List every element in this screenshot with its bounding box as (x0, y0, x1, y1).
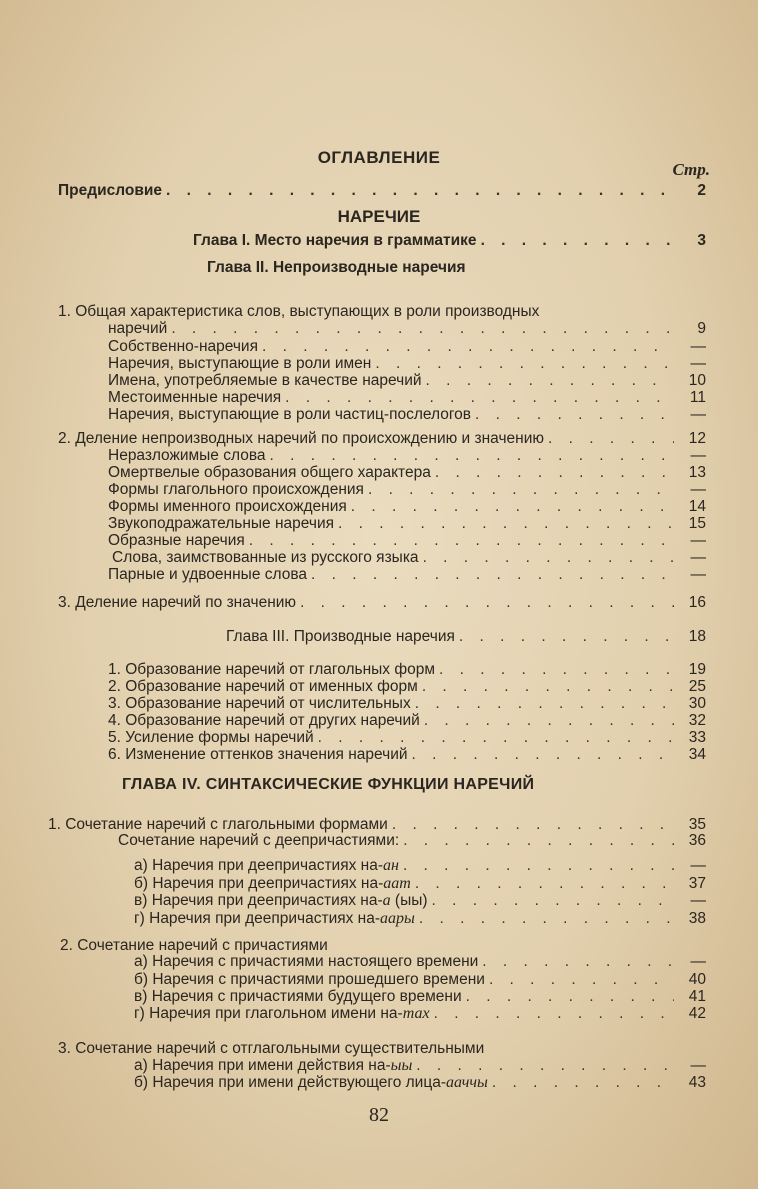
dot-leader (439, 661, 674, 678)
toc-entry-title (108, 464, 431, 481)
toc-entry-title (134, 971, 485, 988)
dot-leader (419, 910, 674, 927)
entry-text: Предисловие (58, 182, 163, 199)
toc-entry-title (60, 937, 328, 954)
entry-text: в) Наречия при деепричастиях на- (134, 892, 383, 909)
toc-entry-page: 43 (688, 1074, 706, 1091)
entry-text: а) Наречия при имени действия на- (134, 1057, 391, 1074)
toc-entry-page: — (690, 447, 706, 464)
toc-entry (112, 549, 706, 566)
chapter-4-heading: ГЛАВА IV. СИНТАКСИЧЕСКИЕ ФУНКЦИИ НАРЕЧИЙ (122, 776, 535, 793)
entry-text: б) Наречия с причастиями прошедшего времени (134, 971, 485, 988)
toc-entry-page: 14 (688, 498, 706, 515)
toc-entry-page: — (690, 532, 706, 549)
toc-entry-page: 10 (688, 372, 706, 389)
toc-entry (134, 971, 706, 988)
toc-entry (134, 1005, 706, 1022)
toc-entry (108, 498, 706, 515)
dot-leader (415, 695, 674, 712)
toc-entry-title (108, 515, 334, 532)
entry-text: Глава III. Производные наречия (226, 628, 455, 645)
toc-entry (108, 515, 706, 532)
entry-suffix: тах (402, 1005, 430, 1022)
toc-entry-title (48, 816, 388, 833)
dot-leader (262, 338, 674, 355)
toc-entry-title (134, 910, 415, 927)
toc-entry-page: 30 (688, 695, 706, 712)
entry-text: б) Наречия при деепричастиях на- (134, 875, 384, 892)
toc-entry (108, 464, 706, 481)
toc-entry-title (108, 481, 364, 498)
entry-text: Образные наречия (108, 532, 245, 549)
toc-entry-page: 33 (688, 729, 706, 746)
toc-entry (48, 816, 706, 833)
toc-entry (108, 481, 706, 498)
dot-leader (422, 678, 674, 695)
entry-text: Формы именного происхождения (108, 498, 347, 515)
toc-entry-page: 11 (689, 389, 706, 406)
toc-entry-page: — (690, 355, 706, 372)
toc-entry (108, 320, 706, 337)
entry-text: г) Наречия при глагольном имени на- (134, 1005, 403, 1022)
toc-entry-title (112, 549, 419, 566)
entry-text: Наречия, выступающие в роли имен (108, 355, 372, 372)
toc-entry-title (58, 594, 296, 611)
page-number: 82 (369, 1104, 389, 1126)
toc-entry-title (58, 430, 544, 447)
toc-entry (226, 628, 706, 645)
dot-leader (300, 594, 674, 611)
toc-entry (58, 430, 706, 447)
toc-entry (58, 594, 706, 611)
toc-entry (134, 892, 706, 909)
dot-leader (338, 515, 674, 532)
entry-text: наречий (108, 320, 168, 337)
dot-leader (466, 988, 674, 1005)
dot-leader (481, 232, 674, 249)
toc-entry-page: 36 (688, 832, 706, 849)
toc-entry-page: 16 (688, 594, 706, 611)
dot-leader (489, 971, 674, 988)
toc-entry-title (108, 406, 471, 423)
dot-leader (318, 729, 674, 746)
dot-leader (548, 430, 674, 447)
entry-text: 2. Образование наречий от именных форм (108, 678, 418, 695)
entry-text: 3. Деление наречий по значению (58, 594, 297, 611)
toc-entry-page: 25 (688, 678, 706, 695)
entry-suffix: ааччы (446, 1074, 488, 1091)
entry-text: Наречия, выступающие в роли частиц-послелогов (108, 406, 472, 423)
dot-leader (351, 498, 674, 515)
dot-leader (435, 464, 674, 481)
entry-text: в) Наречия с причастиями будущего времени (134, 988, 462, 1005)
dot-leader (423, 549, 674, 566)
dot-leader (434, 1005, 674, 1022)
toc-entry-page: — (690, 953, 706, 970)
toc-entry (58, 182, 706, 199)
toc-entry (108, 729, 706, 746)
toc-entry-title (134, 988, 462, 1005)
toc-entry-title (134, 892, 428, 909)
dot-leader (426, 372, 674, 389)
toc-entry (108, 532, 706, 549)
entry-text: Глава II. Непроизводные наречия (207, 259, 466, 276)
toc-entry (108, 372, 706, 389)
entry-text: 2. Деление непроизводных наречий по происхождению и значению (58, 430, 544, 447)
entry-text: Слова, заимствованные из русского языка (112, 549, 419, 566)
toc-entry-page: 32 (688, 712, 706, 729)
toc-entry-page: — (690, 549, 706, 566)
toc-entry (134, 857, 706, 874)
dot-leader (166, 182, 674, 199)
toc-entry-title (108, 712, 420, 729)
entry-text: 1. Сочетание наречий с глагольными формами (48, 816, 388, 833)
toc-entry-page: 15 (688, 515, 706, 532)
entry-text: 1. Общая характеристика слов, выступающих в роли производных (58, 303, 540, 320)
toc-entry-title (108, 447, 266, 464)
entry-text: Парные и удвоенные слова (108, 566, 308, 583)
toc-entry (108, 338, 706, 355)
entry-text: 6. Изменение оттенков значения наречий (108, 746, 408, 763)
toc-entry-title (207, 259, 466, 276)
toc-entry (134, 910, 706, 927)
toc-entry-title (108, 355, 371, 372)
toc-entry (108, 695, 706, 712)
dot-leader (459, 628, 674, 645)
entry-text: Формы глагольного происхождения (108, 481, 364, 498)
dot-leader (475, 406, 674, 423)
toc-entry-title (134, 875, 411, 892)
dot-leader (492, 1074, 674, 1091)
dot-leader (482, 953, 674, 970)
toc-entry (134, 988, 706, 1005)
section-heading: НАРЕЧИЕ (337, 207, 421, 226)
dot-leader (412, 746, 674, 763)
dot-leader (416, 1057, 674, 1074)
toc-entry-title (193, 232, 477, 249)
entry-text: 3. Образование наречий от числительных (108, 695, 411, 712)
toc-entry (108, 355, 706, 372)
toc-entry-page: — (690, 857, 706, 874)
dot-leader (285, 389, 674, 406)
dot-leader (375, 355, 674, 372)
toc-entry-page: 40 (688, 971, 706, 988)
toc-entry (193, 232, 706, 249)
toc-entry (58, 303, 706, 320)
toc-entry (108, 678, 706, 695)
toc-entry-page: 34 (688, 746, 706, 763)
toc-entry (58, 1040, 706, 1057)
toc-entry (108, 661, 706, 678)
dot-leader (249, 532, 674, 549)
toc-entry (134, 1074, 706, 1091)
toc-entry (134, 953, 706, 970)
entry-suffix: аары (380, 910, 415, 927)
toc-title: ОГЛАВЛЕНИЕ (317, 148, 441, 167)
toc-entry-title (108, 389, 281, 406)
entry-tail: (ыы) (390, 892, 428, 909)
toc-entry-title (134, 857, 399, 874)
entry-text: Местоименные наречия (108, 389, 282, 406)
toc-entry-title (108, 678, 418, 695)
entry-suffix: ыы (390, 1057, 413, 1074)
dot-leader (403, 857, 674, 874)
toc-entry-title (134, 1074, 488, 1091)
toc-entry-title (108, 338, 258, 355)
toc-entry-title (58, 182, 162, 199)
toc-entry-page: 18 (688, 628, 706, 645)
entry-text: 1. Образование наречий от глагольных форм (108, 661, 435, 678)
toc-entry-title (58, 303, 539, 320)
entry-text: Сочетание наречий с деепричастиями: (118, 832, 400, 849)
toc-entry (207, 259, 706, 276)
toc-entry (60, 937, 706, 954)
entry-text: Неразложимые слова (108, 447, 266, 464)
toc-entry-page: — (690, 338, 706, 355)
dot-leader (415, 875, 674, 892)
toc-entry-title (108, 498, 347, 515)
dot-leader (432, 892, 674, 909)
entry-text: г) Наречия при деепричастиях на- (134, 910, 381, 927)
entry-text: Омертвелые образования общего характера (108, 464, 431, 481)
toc-entry-title (108, 746, 408, 763)
toc-entry-page: 2 (697, 182, 706, 199)
entry-text: 4. Образование наречий от других наречий (108, 712, 420, 729)
toc-entry-page: 9 (697, 320, 706, 337)
toc-entry (118, 832, 706, 849)
toc-entry-title (118, 832, 399, 849)
toc-entry (108, 712, 706, 729)
entry-text: б) Наречия при имени действующего лица- (134, 1074, 446, 1091)
toc-entry-page: 38 (688, 910, 706, 927)
dot-leader (270, 447, 675, 464)
entry-suffix: а (382, 892, 391, 909)
toc-entry-page: 42 (688, 1005, 706, 1022)
entry-text: Имена, употребляемые в качестве наречий (108, 372, 422, 389)
entry-text: 5. Усиление формы наречий (108, 729, 314, 746)
toc-entry (108, 746, 706, 763)
toc-entry-page: — (690, 481, 706, 498)
toc-entry-title (108, 372, 422, 389)
entry-text: 3. Сочетание наречий с отглагольными существительными (58, 1040, 485, 1057)
toc-entry-page: 35 (688, 816, 706, 833)
entry-text: а) Наречия с причастиями настоящего времени (134, 953, 479, 970)
entry-text: Собственно-наречия (108, 338, 258, 355)
toc-entry (108, 406, 706, 423)
toc-entry-title (108, 661, 435, 678)
toc-entry (134, 1057, 706, 1074)
toc-entry-page: 12 (688, 430, 706, 447)
toc-entry-title (226, 628, 455, 645)
toc-entry (108, 389, 706, 406)
toc-entry-page: 3 (697, 232, 706, 249)
toc-entry-page: — (690, 406, 706, 423)
dot-leader (392, 816, 674, 833)
toc-entry (134, 875, 706, 892)
dot-leader (311, 566, 674, 583)
dot-leader (171, 320, 674, 337)
entry-text: 2. Сочетание наречий с причастиями (60, 937, 328, 954)
toc-entry-page: 13 (688, 464, 706, 481)
entry-suffix: ан (383, 857, 399, 874)
toc-entry-page: 41 (688, 988, 706, 1005)
dot-leader (368, 481, 674, 498)
toc-entry-page: 37 (688, 875, 706, 892)
entry-text: а) Наречия при деепричастиях на- (134, 857, 383, 874)
toc-entry-page: — (690, 1057, 706, 1074)
toc-entry-title (134, 1057, 412, 1074)
toc-entry-title (134, 953, 478, 970)
toc-entry-page: — (690, 892, 706, 909)
page-column-label: Стр. (672, 160, 710, 179)
toc-entry-page: — (690, 566, 706, 583)
dot-leader (424, 712, 674, 729)
toc-entry-title (134, 1005, 430, 1022)
entry-suffix: аат (383, 875, 411, 892)
toc-entry-title (108, 695, 411, 712)
toc-entry-page: 19 (688, 661, 706, 678)
toc-entry-title (108, 320, 167, 337)
toc-entry-title (108, 532, 245, 549)
toc-entry (108, 447, 706, 464)
entry-text: Звукоподражательные наречия (108, 515, 334, 532)
dot-leader (403, 832, 674, 849)
entry-text: Глава I. Место наречия в грамматике (193, 232, 477, 249)
toc-entry (108, 566, 706, 583)
toc-entry-title (108, 729, 314, 746)
toc-entry-title (58, 1040, 484, 1057)
toc-entry-title (108, 566, 307, 583)
